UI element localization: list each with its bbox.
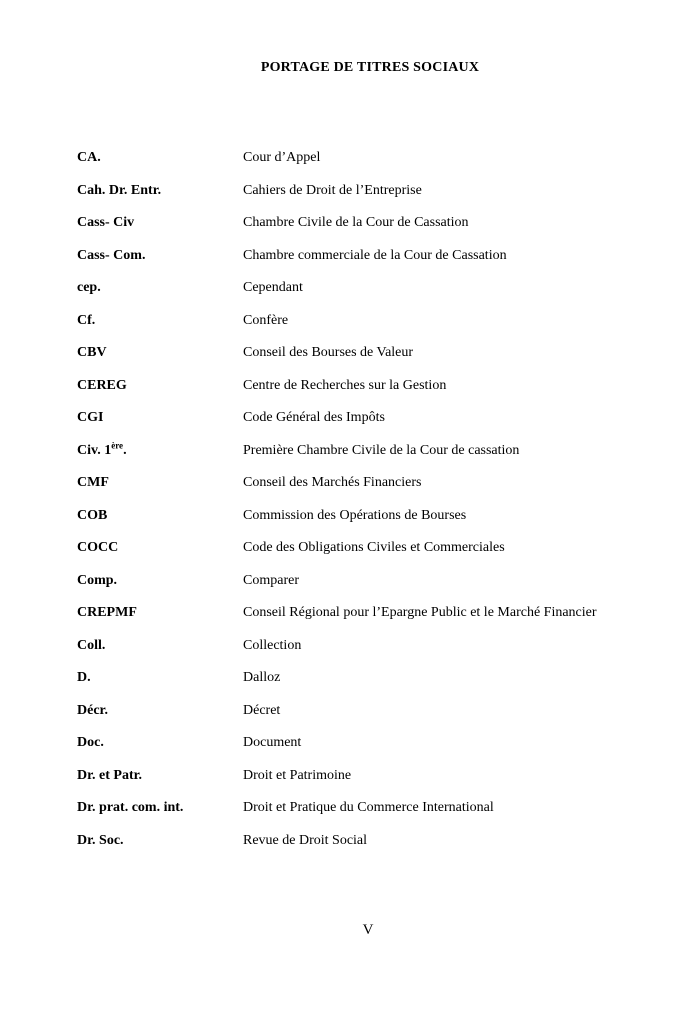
abbreviation-term: D.	[77, 670, 91, 685]
abbreviation-term: CBV	[77, 345, 107, 360]
abbreviation-definition: Décret	[243, 702, 281, 718]
abbreviation-term: Cass- Civ	[77, 215, 135, 230]
abbreviation-term: Cah. Dr. Entr.	[77, 182, 162, 198]
abbreviation-row	[0, 345, 700, 378]
abbreviation-row	[0, 768, 700, 801]
abbreviation-definition: Document	[243, 735, 302, 750]
abbreviation-term: CA.	[77, 150, 101, 165]
abbreviation-definition: Chambre Civile de la Cour de Cassation	[243, 215, 469, 230]
abbreviation-row	[0, 378, 700, 411]
abbreviation-definition: Première Chambre Civile de la Cour de cassation	[243, 442, 520, 458]
abbreviation-term-base: Civ. 1	[77, 442, 112, 458]
abbreviation-definition: Revue de Droit Social	[243, 832, 368, 848]
abbreviation-term: CMF	[77, 475, 109, 490]
abbreviation-term: CGI	[77, 410, 104, 425]
page-number: V	[362, 922, 374, 938]
abbreviation-definition: Confère	[243, 312, 289, 328]
abbreviation-row	[0, 703, 700, 736]
abbreviation-row	[0, 508, 700, 541]
abbreviation-term: Décr.	[77, 702, 108, 718]
abbreviation-row	[0, 800, 700, 833]
abbreviation-definition: Conseil des Bourses de Valeur	[243, 345, 414, 360]
abbreviation-row	[0, 540, 700, 573]
abbreviation-definition: Cour d’Appel	[243, 150, 321, 165]
abbreviation-row	[0, 280, 700, 313]
abbreviation-row	[0, 638, 700, 671]
abbreviation-term: cep.	[77, 280, 101, 295]
abbreviation-definition: Chambre commerciale de la Cour de Cassation	[243, 247, 507, 263]
abbreviation-term: Dr. et Patr.	[77, 767, 143, 783]
abbreviation-term: Doc.	[77, 735, 104, 750]
abbreviation-row	[0, 215, 700, 248]
abbreviation-row	[0, 313, 700, 346]
abbreviation-row	[0, 183, 700, 216]
abbreviation-definition: Comparer	[243, 572, 299, 588]
abbreviation-definition: Cahiers de Droit de l’Entreprise	[243, 182, 422, 198]
abbreviation-definition: Code Général des Impôts	[243, 410, 385, 425]
abbreviation-definition: Droit et Patrimoine	[243, 767, 352, 783]
abbreviation-term-superscript: ère	[111, 439, 124, 450]
abbreviation-row	[0, 605, 700, 638]
abbreviation-term: Coll.	[77, 637, 106, 653]
abbreviation-definition: Centre de Recherches sur la Gestion	[243, 377, 447, 393]
abbreviation-term: CEREG	[77, 377, 127, 393]
abbreviation-definition: Droit et Pratique du Commerce International	[243, 800, 494, 815]
abbreviation-definition: Conseil Régional pour l’Epargne Public et le Marché Financier	[243, 605, 597, 620]
abbreviation-row	[0, 833, 700, 866]
abbreviation-row	[0, 248, 700, 281]
abbreviation-term: Dr. Soc.	[77, 832, 124, 848]
abbreviation-row	[0, 475, 700, 508]
abbreviation-term: Cf.	[77, 312, 96, 328]
abbreviation-term: Comp.	[77, 572, 118, 588]
abbreviation-row	[0, 735, 700, 768]
abbreviation-term: COB	[77, 507, 108, 523]
abbreviation-term: CREPMF	[77, 605, 137, 620]
abbreviation-definition: Cependant	[243, 280, 303, 295]
abbreviation-row	[0, 573, 700, 606]
abbreviation-row	[0, 670, 700, 703]
abbreviation-term: Dr. prat. com. int.	[77, 800, 184, 815]
abbreviation-term-suffix: .	[123, 442, 127, 458]
abbreviation-definition: Collection	[243, 637, 302, 653]
abbreviation-row	[0, 150, 700, 183]
abbreviation-definition: Conseil des Marchés Financiers	[243, 475, 422, 490]
abbreviation-row	[0, 439, 700, 476]
abbreviation-definition: Commission des Opérations de Bourses	[243, 507, 467, 523]
running-header-title: PORTAGE DE TITRES SOCIAUX	[260, 60, 480, 75]
abbreviation-list	[0, 150, 700, 865]
abbreviation-term: Cass- Com.	[77, 247, 146, 263]
abbreviation-row	[0, 410, 700, 443]
abbreviation-definition: Code des Obligations Civiles et Commerciales	[243, 540, 505, 555]
abbreviation-term: COCC	[77, 540, 119, 555]
abbreviation-term-with-superscript	[77, 439, 127, 459]
abbreviation-definition: Dalloz	[243, 670, 281, 685]
